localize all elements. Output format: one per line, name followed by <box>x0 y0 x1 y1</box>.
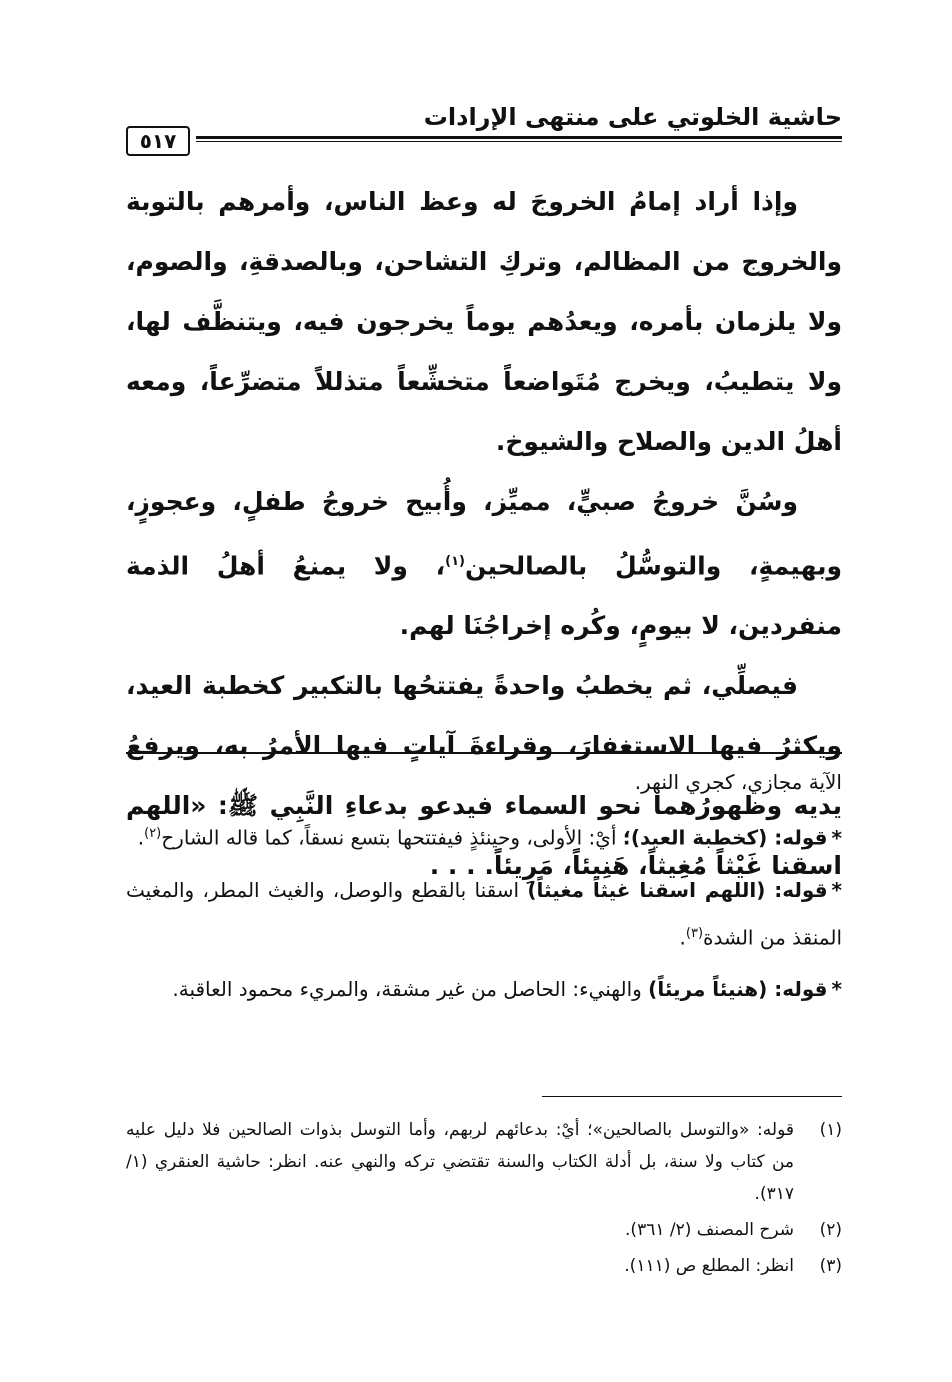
note-lemma: قوله: (كخطبة العيد)؛ <box>622 825 828 850</box>
page-number: ٥١٧ <box>126 126 190 156</box>
note-lemma: قوله: (هنيئاً مريئاً) <box>648 977 828 1002</box>
commentary-notes <box>126 760 842 1019</box>
main-paragraph <box>126 172 842 472</box>
note-item <box>126 812 842 860</box>
footnote-text: شرح المصنف (٢/ ٣٦١). <box>625 1220 794 1240</box>
main-paragraph <box>126 472 842 656</box>
footnote-text: انظر: المطلع ص (١١١). <box>624 1256 794 1276</box>
note-star: * <box>831 977 842 1002</box>
note-end: . <box>137 825 145 850</box>
footnote-text: قوله: «والتوسل بالصالحين»؛ أيْ: بدعائهم لربهم، وأما التوسل بذوات الصالحين فلا دليل عليه من كتاب ولا سنة، بل أدلة الكتاب والسنة تقتضي تركه والنهي عنه. انظر: حاشية العنقري (١/ ٣١٧). <box>126 1120 794 1204</box>
note-item <box>126 967 842 1011</box>
note-end: . <box>679 925 686 950</box>
running-title: حاشية الخلوتي على منتهى الإرادات <box>423 103 842 131</box>
header-rule <box>196 136 842 142</box>
note-continuation <box>126 760 842 804</box>
footnote-marker: (٣) <box>685 925 704 941</box>
footnote <box>126 1114 842 1210</box>
main-separator <box>126 752 842 754</box>
footnote-number: (٢) <box>819 1220 842 1240</box>
note-item <box>126 868 842 960</box>
note-text: اسقنا بالقطع والوصل، والغيث المطر، والمغيث المنقذ من الشدة <box>126 877 842 950</box>
footnote-separator <box>542 1096 842 1097</box>
note-lemma: قوله: (اللهم اسقنا غيثاً مغيثاً) <box>527 877 828 902</box>
footnote <box>126 1214 842 1246</box>
main-paragraph-text: وإذا أراد إمامُ الخروجَ له وعظ الناس، وأمرهم بالتوبة والخروج من المظالم، وتركِ التشاحن، وبالصدقةِ، والصوم، ولا يلزمان بأمره، ويعدُهم يوماً يخرجون فيه، ويتنظَّف لها، ولا يتطيبُ، ويخرج مُتَواضعاً متخشِّعاً متذللاً متضرِّعاً، ومعه أهلُ الدين والصلاح والشيوخ. <box>126 187 842 456</box>
note-star: * <box>831 877 843 902</box>
note-text: الآية مجازي، كجري النهر. <box>634 770 842 794</box>
running-header <box>126 102 842 153</box>
note-text: أيْ: الأولى، وحينئذٍ فيفتتحها بتسع نسقاً، كما قاله الشارح <box>161 825 617 850</box>
main-paragraph-text: فيصلِّي، ثم يخطبُ واحدةً يفتتحُها بالتكبير كخطبة العيد، ويكثرُ فيها الاستغفارَ، وقراءةَ آياتٍ فيها الأمرُ به، ويرفعُ يديه وظهورُهما نحو السماء فيدعو بدعاءِ النَّبِي ﷺ: «اللهم اسقنا غَيْثاً مُغِيثاً، هَنِيئاً، مَرِيئاً. . . . <box>126 671 842 881</box>
note-star: * <box>831 825 842 850</box>
main-paragraph-text: وسُنَّ خروجُ صبيٍّ، مميِّز، وأُبيح خروجُ طفلٍ، وعجوزٍ، وبهيمةٍ، والتوسُّلُ بالصالحين <box>126 487 842 581</box>
footnote-number: (٣) <box>819 1256 842 1276</box>
footnote-marker: (٢) <box>144 826 162 841</box>
main-paragraph-text: ، ولا يمنعُ أهلُ الذمة منفردين، لا بيومٍ، وكُره إخراجُنَا لهم. <box>126 551 842 641</box>
footnote-marker: (١) <box>445 554 465 569</box>
note-text: والهنيء: الحاصل من غير مشقة، والمريء محمود العاقبة. <box>172 977 642 1002</box>
footnote-number: (١) <box>819 1120 842 1140</box>
footnote <box>126 1250 842 1282</box>
footnotes <box>126 1114 842 1286</box>
